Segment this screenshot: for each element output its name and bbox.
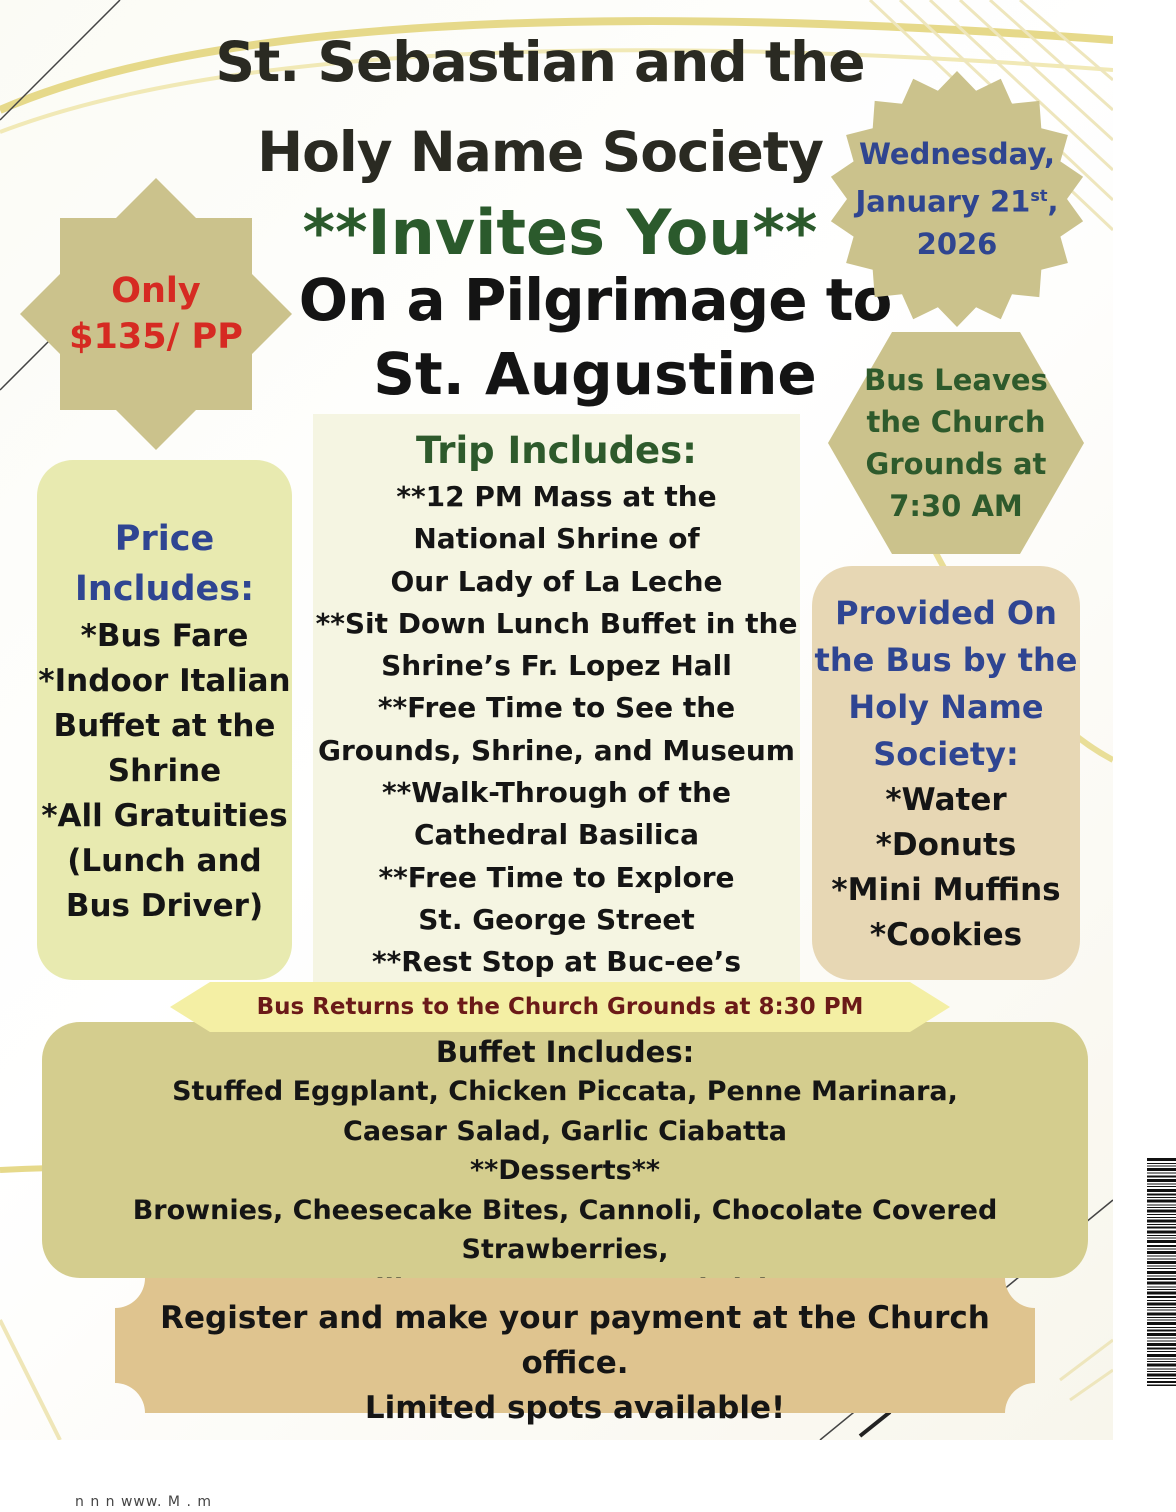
provided-heading: Society: (873, 735, 1019, 773)
provided-item: *Donuts (875, 827, 1017, 863)
provided-item: *Water (885, 782, 1007, 818)
trip-item: Grounds, Shrine, and Museum (318, 733, 795, 767)
trip-item: Our Lady of La Leche (390, 564, 723, 598)
price-badge (20, 178, 292, 450)
price-includes-item: *Indoor Italian (38, 663, 291, 699)
price-includes-heading: Includes: (74, 569, 255, 609)
price-badge-line: Only (111, 271, 201, 311)
departure-badge (828, 332, 1084, 554)
barcode (1147, 1158, 1176, 1386)
return-time-text: Bus Returns to the Church Grounds at 8:30 PM (256, 994, 864, 1020)
register-line: Limited spots available! (364, 1390, 786, 1426)
trip-item: National Shrine of (413, 522, 700, 556)
provided-item: *Mini Muffins (831, 872, 1061, 908)
footer-text: n n n www. M . m (75, 1494, 213, 1510)
provided-heading: Provided On (835, 594, 1057, 632)
price-includes-item: Shrine (107, 753, 222, 789)
price-includes-heading: Price (114, 519, 215, 559)
price-includes-item: (Lunch and (67, 843, 262, 879)
date-month-day: January 21st, (855, 184, 1059, 219)
register-line: Register and make your payment at the Church office. (160, 1300, 990, 1381)
provided-on-bus-box (812, 566, 1080, 980)
trip-item: Shrine’s Fr. Lopez Hall (381, 649, 732, 683)
trip-includes-box (313, 414, 800, 984)
date-year: 2026 (916, 226, 998, 261)
trip-item: **Walk-Through of the (381, 776, 731, 810)
buffet-line: Stuffed Eggplant, Chicken Piccata, Penne Marinara, (172, 1076, 958, 1107)
price-includes-item: *All Gratuities (41, 798, 288, 834)
invite-heading: **Invites You** (302, 196, 818, 269)
price-includes-box (37, 460, 292, 980)
trip-item: **Sit Down Lunch Buffet in the (315, 606, 798, 640)
departure-time: 7:30 AM (889, 489, 1023, 523)
title-line-1: St. Sebastian and the (215, 30, 865, 94)
pilgrimage-heading: On a Pilgrimage to (298, 266, 892, 334)
return-time-banner (170, 982, 950, 1032)
buffet-line: **Desserts** (470, 1155, 660, 1186)
title-line-2: Holy Name Society (257, 120, 823, 184)
register-box (115, 1278, 1035, 1426)
price-includes-item: *Bus Fare (80, 618, 249, 654)
buffet-includes-box (42, 1022, 1088, 1278)
buffet-heading: Buffet Includes: (435, 1035, 695, 1069)
provided-item: *Cookies (869, 917, 1023, 953)
trip-item: **Free Time to See the (377, 691, 736, 725)
date-weekday: Wednesday, (858, 137, 1056, 172)
trip-item: **12 PM Mass at the (396, 480, 717, 513)
trip-item: **Rest Stop at Buc-ee’s (371, 945, 742, 979)
departure-line: the Church (866, 405, 1046, 439)
trip-item: Cathedral Basilica (413, 818, 700, 852)
date-badge (828, 70, 1086, 328)
price-includes-item: Buffet at the (53, 708, 276, 744)
buffet-line: Brownies, Cheesecake Bites, Cannoli, Chocolate Covered Strawberries, (132, 1194, 998, 1265)
price-includes-item: Bus Driver) (65, 888, 264, 924)
trip-item: St. George Street (418, 902, 695, 936)
destination-heading: St. Augustine (373, 340, 817, 408)
provided-heading: Holy Name (848, 688, 1044, 726)
price-badge-amount: $135/ PP (69, 317, 243, 357)
trip-item: **Free Time to Explore (378, 860, 735, 894)
departure-line: Bus Leaves (864, 363, 1048, 397)
trip-includes-heading: Trip Includes: (416, 429, 697, 472)
provided-heading: the Bus by the (814, 641, 1078, 679)
departure-line: Grounds at (865, 447, 1047, 481)
buffet-line: Caesar Salad, Garlic Ciabatta (343, 1115, 787, 1147)
